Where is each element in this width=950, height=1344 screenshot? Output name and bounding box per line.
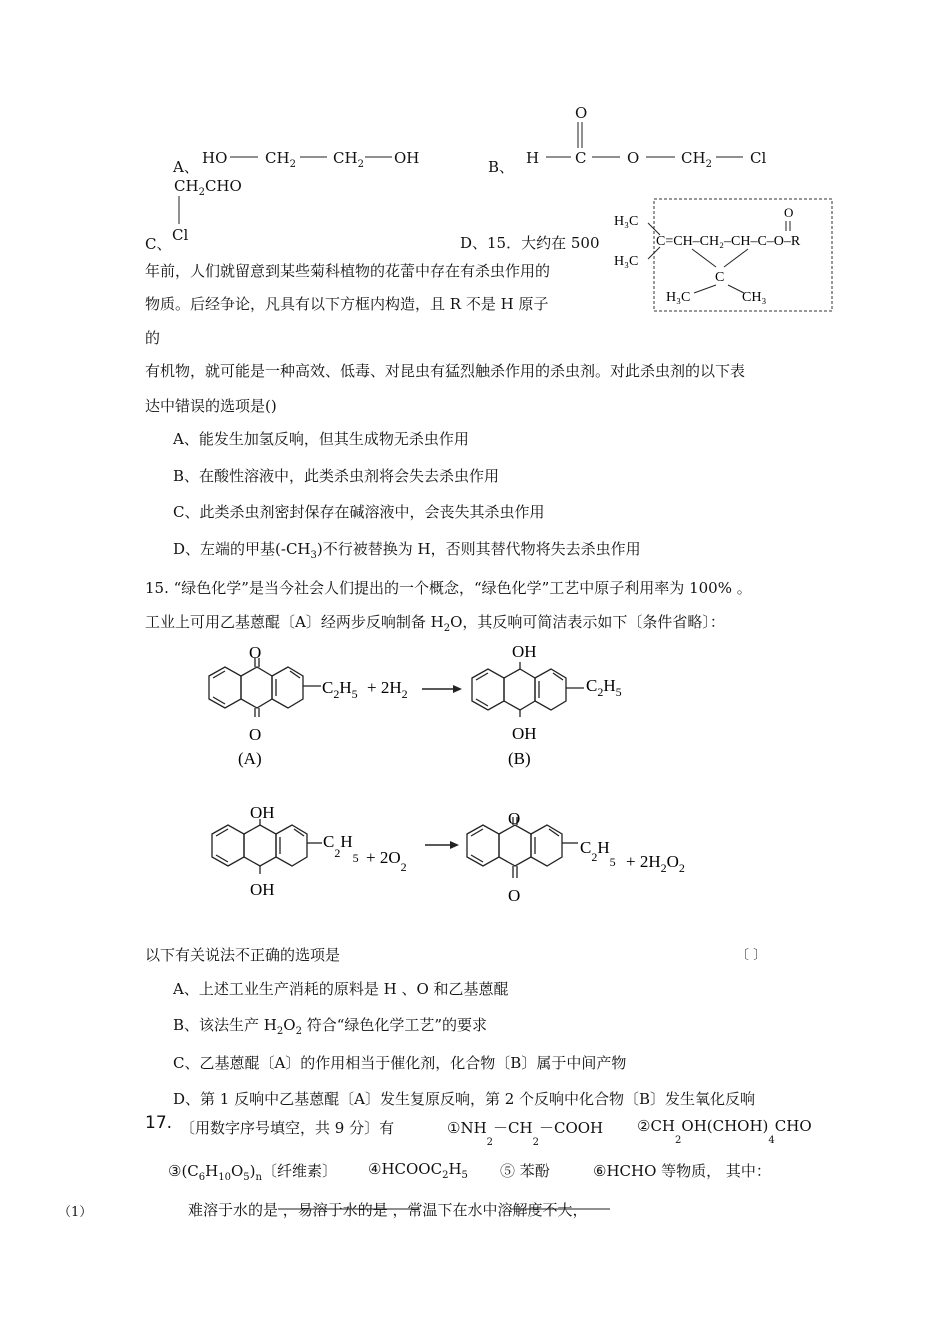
q15b-line-1: 15. “绿色化学”是当今社会人们提出的一个概念，“绿色化学”工艺中原子利用率为 100% 。: [145, 579, 752, 597]
a-o-bottom: O: [249, 725, 262, 744]
plus-2h2: + $2H_2$: [367, 678, 408, 701]
q15a-intro-5: 有机物，就可能是一种高效、低毒、对昆虫有猛烈触杀作用的杀虫剂。对此杀虫剂的以下表: [145, 362, 746, 380]
b-ethyl: $C_2H_5$: [586, 676, 622, 699]
h3c-ring-left: H₃C: [666, 290, 691, 305]
q15a-intro-6: 达中错误的选项是(): [145, 397, 277, 415]
q17-sub-1-text: 难溶于水的是 ，易溶于水的是 ，常温下在水中溶解度不大，: [188, 1201, 588, 1219]
option-b-ch2: $CH_2$: [681, 149, 712, 170]
option-d-label: D、: [460, 234, 488, 252]
a-o-top: O: [249, 643, 262, 662]
q15b-option-b: B、该法生产 $H_2O_2$ 符合“绿色化学工艺”的要求: [173, 1016, 488, 1037]
option-b-label: B、: [488, 158, 515, 176]
q17-number: 17.: [145, 1113, 173, 1133]
h3c-bottom: H₃C: [614, 254, 639, 269]
carbonyl-o: O: [784, 205, 794, 220]
a2-o-top: O: [508, 809, 521, 828]
b2-oh-bottom: OH: [250, 880, 275, 899]
b-oh-bottom: OH: [512, 724, 537, 743]
q17-item-6: ⑥HCHO 等物质， 其中：: [593, 1162, 771, 1180]
plus-2h2o2: + $2H_2O_2$: [626, 852, 685, 875]
option-b-o-top: O: [575, 104, 588, 122]
option-b-o: O: [627, 149, 640, 167]
q15a-option-c: C、此类杀虫剂密封保存在碱溶液中，会丧失其杀虫作用: [173, 503, 545, 521]
q15b-line-2: 工业上可用乙基蒽醌〔A〕经两步反响制备 $H_2O$，其反响可简洁表示如下〔条件省略〕：: [145, 613, 725, 634]
q15a-intro-2: 年前，人们就留意到某些菊科植物的花蕾中存在有杀虫作用的: [145, 262, 551, 280]
option-b-c: C: [575, 149, 587, 167]
q17-item-2: $②CH_2OH(CHOH)_4CHO$: [637, 1117, 812, 1146]
q15a-option-b: B、在酸性溶液中，此类杀虫剂将会失去杀虫作用: [173, 467, 500, 485]
q17-intro: 〔用数字序号填空，共 9 分〕有: [180, 1119, 395, 1137]
q15b-option-c: C、乙基蒽醌〔A〕的作用相当于催化剂，化合物〔B〕属于中间产物: [173, 1054, 627, 1072]
q15a-intro-4: 的: [145, 329, 161, 347]
h3c-top: H₃C: [614, 214, 639, 229]
option-a-ch2-2: $CH_2$: [333, 149, 364, 170]
answer-paren: 〔 〕: [736, 948, 767, 963]
q15b-option-d: D、第 1 反响中乙基蒽醌〔A〕发生复原反响，第 2 个反响中化合物〔B〕发生氧化反响: [173, 1090, 756, 1108]
ring-c: C: [715, 270, 725, 285]
q17-sub-1-number: （1）: [58, 1205, 93, 1220]
ch3-ring-right: CH₃: [742, 290, 767, 305]
q15b-option-a: A、上述工业生产消耗的原料是 H 、O 和乙基蒽醌: [173, 980, 509, 998]
label-a: (A): [238, 749, 262, 768]
q17-item-5: ⑤ 苯酚: [500, 1162, 550, 1180]
q15a-option-a: A、能发生加氢反响，但其生成物无杀虫作用: [173, 430, 469, 448]
option-a-label: A、: [173, 158, 199, 176]
option-c-cl: Cl: [172, 226, 189, 244]
label-b: (B): [508, 749, 531, 768]
option-a-ho: HO: [202, 149, 228, 167]
option-b-cl: Cl: [750, 149, 767, 167]
a2-o-bottom: O: [508, 886, 521, 905]
option-c-label: C、: [145, 235, 172, 253]
b2-ethyl: $C_2H_5$: [323, 832, 359, 865]
option-c-ch2cho: $CH_2CHO$: [174, 177, 242, 198]
b2-oh-top: OH: [250, 803, 275, 822]
b-oh-top: OH: [512, 642, 537, 661]
plus-2o2: + $2O_2$: [366, 848, 407, 874]
q15b-question: 以下有关说法不正确的选项是: [145, 946, 341, 964]
q17-item-3: $③(C_6H_{10}O_5)_n$〔纤维素〕: [168, 1162, 337, 1183]
q17-item-4: $④HCOOC_2H_5$: [368, 1160, 468, 1181]
a-ethyl: $C_2H_5$: [322, 678, 358, 701]
main-chain: C=CH–CH₂–CH–C–O–R: [656, 234, 801, 249]
q17-item-1: $①NH_2-CH_2-COOH$: [447, 1119, 604, 1148]
q15a-intro-1: 15．大约在 500: [487, 234, 600, 252]
a2-ethyl: $C_2H_5$: [580, 838, 616, 869]
option-a-oh: OH: [394, 149, 420, 167]
option-b-h: H: [526, 149, 540, 167]
q15a-intro-3: 物质。后经争论，凡具有以下方框内构造，且 R 不是 H 原子: [145, 295, 549, 313]
option-a-ch2-1: $CH_2$: [265, 149, 296, 170]
q15a-option-d: D、左端的甲基$(-CH_3)$不行被替换为 H，否则其替代物将失去杀虫作用: [173, 540, 641, 561]
